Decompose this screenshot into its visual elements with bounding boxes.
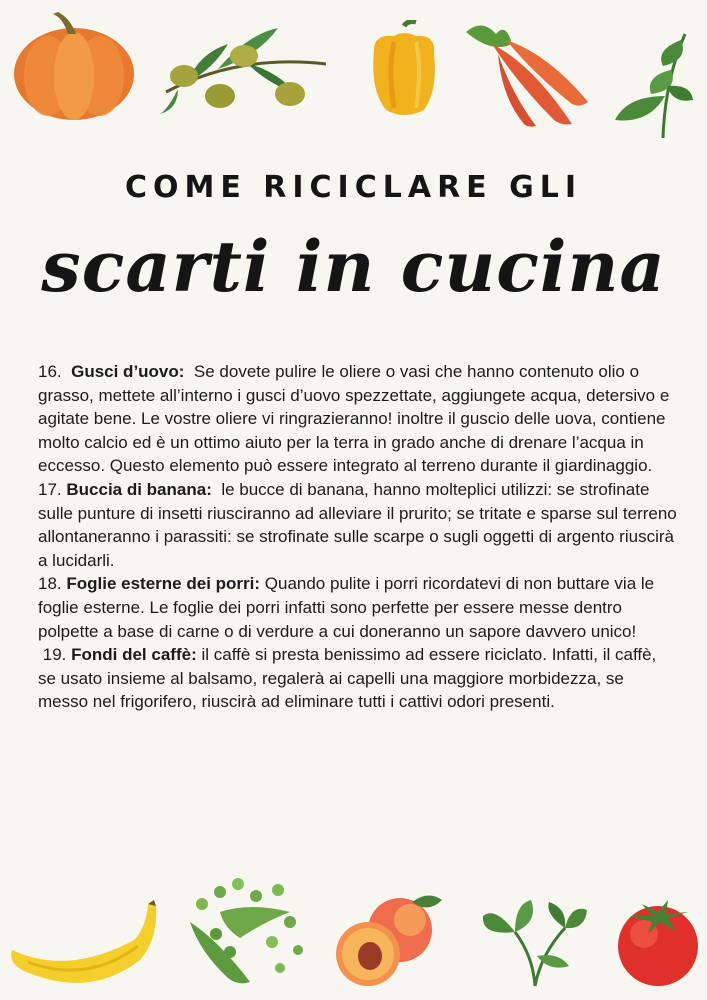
tip-heading: Gusci d’uovo: [71,362,185,381]
tomato-icon [612,898,704,988]
tip-heading: Fondi del caffè: [71,645,197,665]
peach-icon [328,890,446,990]
tip-text: Se dovete pulire le oliere o vasi che hanno contenuto olio o grasso, mettete all’interno i gusci d’uovo spezzettate, aggiungete acqua, detersivo e agitate bene. Le vostre oliere vi ringrazieranno! inoltre il guscio delle uova, contiene molto calcio ed è un ottimo aiuto per la terra in grado anche di drenare l’acqua in eccesso. Questo elemento può essere integrato al terreno durante il giardinaggio. [38,362,670,476]
tip-number: 18. [38,574,62,594]
tip-number: 17. [38,479,62,499]
tip-heading: Buccia di banana: [66,479,212,499]
title-line-1: COME RICICLARE GLI [124,170,583,205]
tip-item [38,478,678,572]
tip-item [38,360,678,478]
carrots-icon [462,14,590,134]
olive-branch-icon [158,14,330,119]
banana-icon [8,900,158,990]
tip-number: 16. [38,362,62,381]
title-line-2: scarti in cucina [41,225,666,308]
parsley-icon [475,896,590,988]
tip-item [38,643,678,714]
tip-text: Quando pulite i porri ricordatevi di non buttare via le foglie esterne. Le foglie dei porri infatti sono perfette per essere messe dentro polpette a base di carne o di verdure a cui doneranno un sapore davvero unico! [38,574,655,641]
tip-heading: Foglie esterne dei porri: [66,574,261,594]
bell-pepper-icon [364,20,444,120]
arugula-icon [605,30,695,140]
tips-list [38,360,678,714]
peas-icon [180,872,310,990]
tip-number: 19. [42,645,67,665]
tip-item [38,572,678,643]
pumpkin-icon [8,8,140,123]
tip-text: il caffè si presta benissimo ad essere riciclato. Infatti, il caffè, se usato insieme al balsamo, regalerà ai capelli una maggiore morbidezza, se messo nel frigorifero, riuscirà ad eliminare tutti i cattivi odori presenti. [38,645,657,712]
tip-text: le bucce di banana, hanno molteplici utilizzi: se strofinate sulle punture di insetti riusciranno ad alleviare il prurito; se tritate e sparse sul terreno allontaneranno i parassiti: se strofinate sulle scarpe o sugli oggetti di argento riuscirà a lucidarli. [38,479,677,570]
